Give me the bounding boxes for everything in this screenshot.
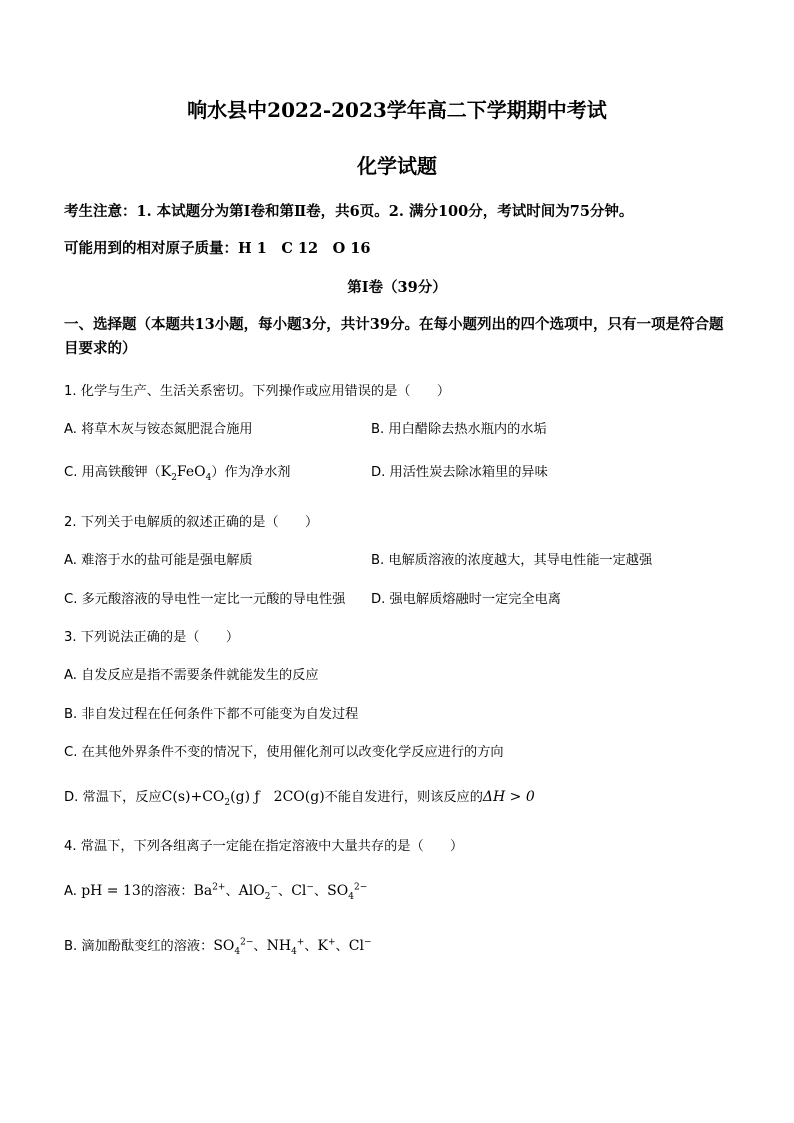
part1-heading: 第Ⅰ卷（39分） [347, 279, 447, 296]
q1-c-formula: $K_2FeO_4$ [160, 464, 212, 483]
q4-option-a: A. pH = 13的溶液：$Ba^{2+}$、AlO$_2$−、Cl−、$SO_4^{2-}$ [64, 882, 368, 902]
q2-stem: 2. 下列关于电解质的叙述正确的是（ ） [64, 515, 319, 530]
q3-d-equation: $C(s)+CO_2(g)$ ƒ 2CO(g) [161, 789, 325, 808]
q4-b-ions: $SO_4^{2-}$ [213, 937, 254, 957]
q1-option-c [64, 461, 291, 483]
subject-title: 化学试题 [357, 154, 437, 178]
q3-option-d [64, 786, 535, 808]
q3-d-middle: 不能自发进行，则该反应的 [324, 790, 483, 805]
q1-c-prefix: C. 用高铁酸钾（ [64, 465, 161, 480]
q3-option-a: A. 自发反应是指不需要条件就能发生的反应 [64, 668, 319, 683]
q3-d-delta-h: ΔH > 0 [482, 789, 535, 805]
q3-stem: 3. 下列说法正确的是（ ） [64, 630, 240, 645]
q4-a-ph: pH = 13 [81, 883, 141, 899]
q4-stem: 4. 常温下，下列各组离子一定能在指定溶液中大量共存的是（ ） [64, 839, 464, 854]
q1-option-b: B. 用白醋除去热水瓶内的水垢 [371, 422, 547, 437]
q3-d-prefix: D. 常温下，反应 [64, 790, 162, 805]
q2-option-b: B. 电解质溶液的浓度越大，其导电性能一定越强 [371, 553, 653, 568]
q4-a-ions: $Ba^{2+}$ [193, 882, 226, 899]
q2-option-d: D. 强电解质熔融时一定完全电离 [371, 592, 561, 607]
q1-c-suffix: ）作为净水剂 [211, 465, 291, 480]
q1-stem: 1. 化学与生产、生活关系密切。下列操作或应用错误的是（ ） [64, 384, 451, 399]
q1-option-d: D. 用活性炭去除冰箱里的异味 [371, 465, 548, 480]
q2-option-a: A. 难溶于水的盐可能是强电解质 [64, 553, 253, 568]
atomic-masses: 可能用到的相对原子质量：H 1 C 12 O 16 [64, 240, 371, 257]
candidate-notice: 考生注意：1. 本试题分为第Ⅰ卷和第Ⅱ卷，共6页。2. 满分100分，考试时间为75分钟。 [64, 203, 634, 220]
section-heading: 一、选择题（本题共13小题，每小题3分，共计39分。在每小题列出的四个选项中，只有一项是符合题目要求的） [64, 316, 724, 357]
q2-option-c: C. 多元酸溶液的导电性一定比一元酸的导电性强 [64, 592, 346, 607]
q1-option-a: A. 将草木灰与铵态氮肥混合施用 [64, 422, 253, 437]
q3-option-b: B. 非自发过程在任何条件下都不可能变为自发过程 [64, 707, 359, 722]
exam-title: 响水县中2022-2023学年高二下学期期中考试 [187, 98, 607, 122]
q4-option-b: B. 滴加酚酞变红的溶液：$SO_4^{2-}$、$NH_4^+$、K+、Cl− [64, 937, 372, 957]
q3-option-c: C. 在其他外界条件不变的情况下，使用催化剂可以改变化学反应进行的方向 [64, 745, 504, 760]
